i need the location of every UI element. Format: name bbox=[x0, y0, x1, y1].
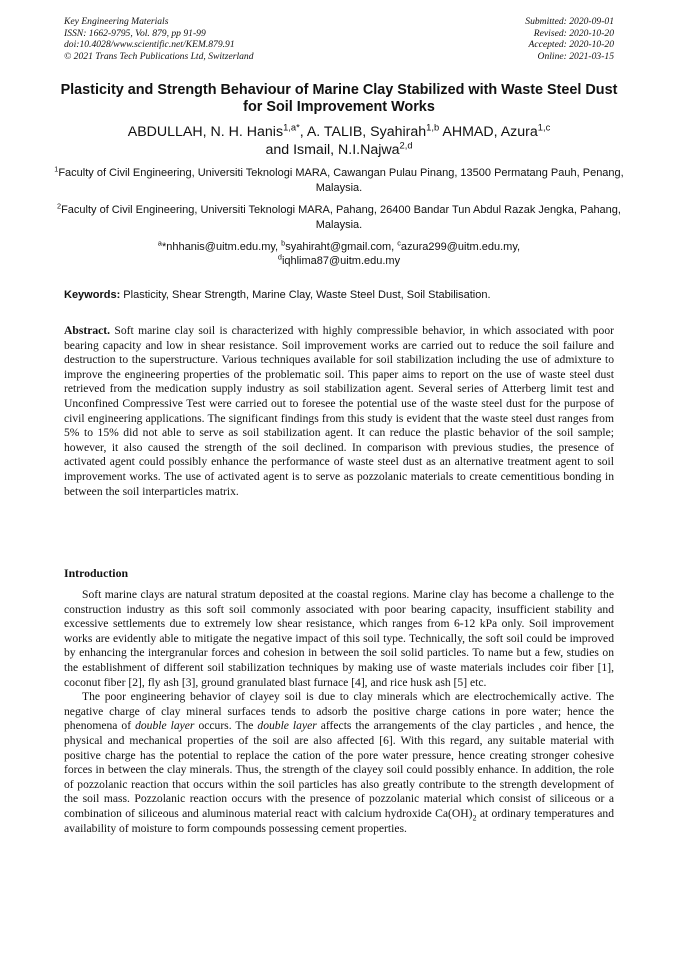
date-submitted: Submitted: 2020-09-01 bbox=[525, 16, 614, 27]
email-link[interactable]: azura299@uitm.edu.my, bbox=[400, 241, 521, 253]
affiliation-text: Faculty of Civil Engineering, Universiti Teknologi MARA, Cawangan Pulau Pinang, 13500 Permatang Pauh, Penang, Malaysia. bbox=[58, 167, 624, 194]
intro-text: affects the arrangements of the clay particles , and hence, the physical and mechanical properties of the soil are also affected [6]. With this regard, any suitable material with positive charge has the potential to replace the cation of the pore water pressure, hence creating stronger cohesive forces in between the clay minerals. Thus, the strength of the clayey soil could possibly enhance. In addition, the role of pozzolanic reaction that occurs within the soil particles has also greatly contribute to the strength development of the soil mass. Pozzolanic reaction occurs with the presence of pozzolanic material which consist of siliceous or a combination of siliceous and aluminous material react with calcium hydroxide Ca(OH) bbox=[64, 719, 615, 820]
author-name: ABDULLAH, N. H. Hanis bbox=[127, 124, 284, 140]
intro-text: occurs. The bbox=[194, 719, 258, 733]
email-link[interactable]: iqhlima87@uitm.edu.my bbox=[281, 255, 401, 268]
date-online: Online: 2021-03-15 bbox=[537, 50, 614, 62]
intro-emphasis: double layer bbox=[257, 719, 317, 733]
affiliation-mark: 1 bbox=[54, 164, 59, 174]
intro-paragraph-1: Soft marine clays are natural stratum deposited at the coastal regions. Marine clay has become a challenge to the construction industry as this soft soil commonly associated with poor bearing capacity, insufficient stability and excessive settlements due to extremely low shear resistance, which ranges from 6-12 kPa only. Soil improvement works are evidently able to mitigate the negative impact of this soil type. Technically, the soft soil could be improved by enhancing the intergranular forces and cohesion in between the soil solid particles. To name but a few, studies on the establishment of different soil stabilization techniques by making use of waste materials includes coir fiber [1], coconut fiber [2], fly ash [3], ground granulated blast furnace [4], and rice husk ash [5] etc. bbox=[64, 588, 614, 689]
email-mark: d bbox=[277, 252, 282, 262]
author-name: AHMAD, Azura bbox=[442, 124, 538, 140]
keywords-text: Plasticity, Shear Strength, Marine Clay, Waste Steel Dust, Soil Stabilisation. bbox=[120, 289, 491, 301]
author-list: ABDULLAH, N. H. Hanis$^{1,a*}$, A. TALIB, Syahirah$^{1,b}$ AHMAD, Azura$^{1,c}$ and Ismail, N.I.Najwa$^{2,d}$ bbox=[127, 122, 551, 159]
email-link[interactable]: syahiraht@gmail.com, bbox=[285, 241, 398, 253]
email-link[interactable]: *nhhanis@uitm.edu.my, bbox=[161, 241, 282, 253]
affiliation-1 bbox=[50, 166, 628, 195]
abstract-text: Soft marine clay soil is characterized with highly compressible behavior, in which associated with poor bearing capacity and low in shear resistance. Soil improvement works are carried out to reduce the soil failure and destruction to the superstructure. Various techniques available for soil stabilization including the use of admixture to improve the engineering properties of the problematic soil. This paper aims to report on the use of waste steel dust retrieved from the medication supply industry as soil stabilization agent. Several series of Atterberg limit test and Unconfined Compressive Test were carried out to foresee the potential use of the waste steel dust for the purpose of civil engineering applications. The significant findings from this study is evident that the waste steel dust ranges from 5% to 15% did not able to serve as soil stabilization agent. It can reduce the plastic behavior of the soil sample; however, it also caused the strength of the soil declined. In comparison with previous studies, the presence of activated agent could possibly enhance the performance of waste steel dust as an alternative treatment agent to soil improvement works. The use of activated agent is to serve as pozzolanic materials to create cementitious bonding in between the soil interparticles matrix. bbox=[64, 324, 614, 498]
journal-info bbox=[64, 16, 254, 62]
keywords bbox=[64, 288, 620, 302]
abstract-label: Abstract. bbox=[64, 324, 111, 337]
author-name: and Ismail, N.I.Najwa bbox=[265, 142, 400, 159]
paper-title: Plasticity and Strength Behaviour of Marine Clay Stabilized with Waste Steel Dust for Soil Improvement Works bbox=[60, 82, 618, 115]
intro-paragraph-2 bbox=[64, 690, 614, 836]
date-accepted: Accepted: 2020-10-20 bbox=[528, 39, 614, 51]
author-affil-mark: 1,a* bbox=[283, 122, 300, 133]
section-heading-introduction: Introduction bbox=[64, 566, 129, 580]
formula-subscript: 2 bbox=[472, 813, 477, 823]
author-affil-mark: 1,b bbox=[426, 122, 440, 133]
submission-dates bbox=[525, 16, 614, 62]
author-affil-mark: 1,c bbox=[537, 122, 551, 133]
affiliation-mark: 2 bbox=[57, 201, 62, 211]
author-emails bbox=[50, 240, 628, 269]
date-revised: Revised: 2020-10-20 bbox=[533, 27, 614, 39]
introduction-body bbox=[64, 588, 614, 836]
affiliation-text: Faculty of Civil Engineering, Universiti Teknologi MARA, Pahang, 26400 Bandar Tun Abdul Razak Jengka, Pahang, Malaysia. bbox=[61, 204, 621, 231]
journal-name: Key Engineering Materials bbox=[64, 16, 169, 27]
affiliation-2 bbox=[50, 203, 628, 232]
intro-emphasis: double layer bbox=[135, 719, 195, 733]
journal-copyright: © 2021 Trans Tech Publications Ltd, Switzerland bbox=[64, 50, 254, 62]
email-mark: c bbox=[397, 238, 401, 248]
email-mark: a bbox=[157, 238, 162, 248]
author-affil-mark: 2,d bbox=[399, 140, 413, 151]
journal-doi: doi:10.4028/www.scientific.net/KEM.879.91 bbox=[64, 39, 235, 51]
abstract bbox=[64, 324, 614, 499]
intro-text: The poor engineering behavior of clayey soil is due to clay minerals which are electrochemically active. The negative charge of clay mineral surfaces tends to adsorb the positive charge cations in pore water; hence the phenomena of bbox=[64, 690, 614, 733]
email-mark: b bbox=[281, 238, 286, 248]
keywords-label: Keywords: bbox=[64, 289, 121, 301]
author-name: A. TALIB, Syahirah bbox=[306, 124, 427, 140]
intro-text: at ordinary temperatures and availability of moisture to form compounds possessing cement properties. bbox=[64, 806, 614, 835]
journal-issn: ISSN: 1662-9795, Vol. 879, pp 91-99 bbox=[64, 27, 206, 39]
